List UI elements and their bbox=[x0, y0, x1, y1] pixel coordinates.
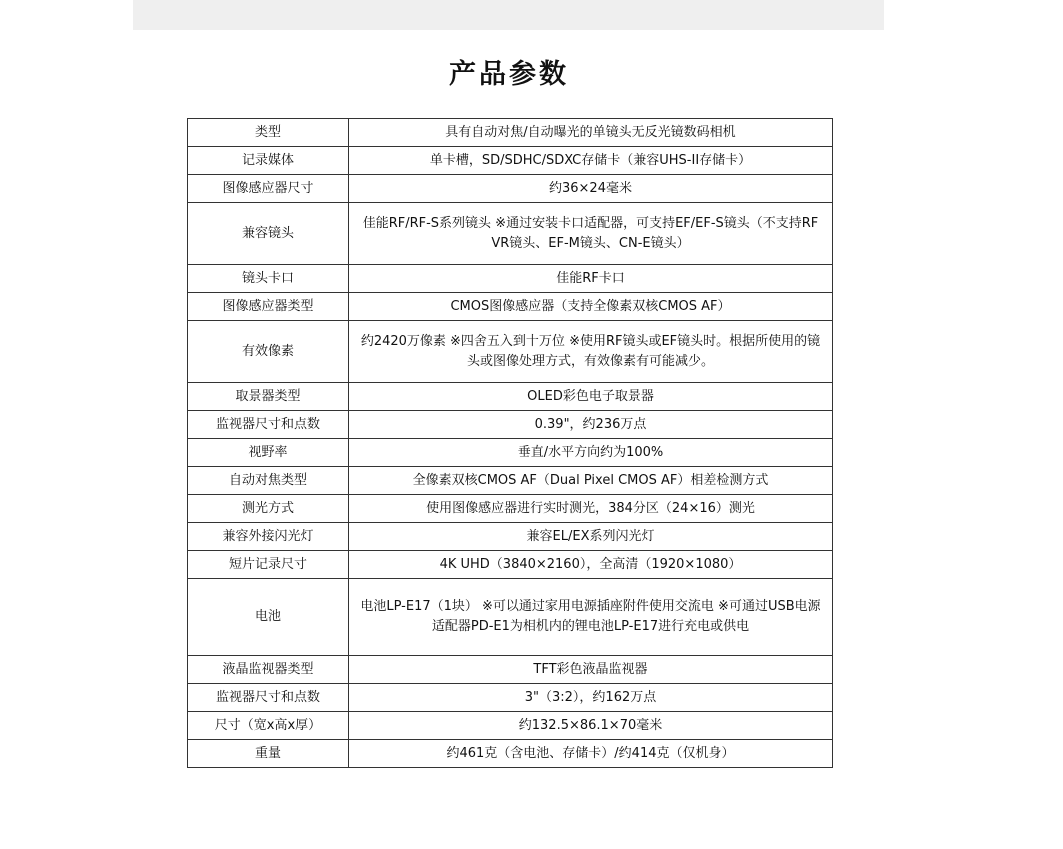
spec-label: 电池 bbox=[188, 579, 349, 656]
spec-value: OLED彩色电子取景器 bbox=[349, 383, 833, 411]
spec-label: 监视器尺寸和点数 bbox=[188, 411, 349, 439]
spec-label: 镜头卡口 bbox=[188, 265, 349, 293]
spec-value: 佳能RF卡口 bbox=[349, 265, 833, 293]
table-row bbox=[188, 147, 833, 175]
table-row bbox=[188, 293, 833, 321]
spec-value: 垂直/水平方向约为100% bbox=[349, 439, 833, 467]
table-row bbox=[188, 656, 833, 684]
spec-value: 使用图像感应器进行实时测光，384分区（24×16）测光 bbox=[349, 495, 833, 523]
spec-value: 约132.5×86.1×70毫米 bbox=[349, 712, 833, 740]
spec-label: 测光方式 bbox=[188, 495, 349, 523]
spec-label: 重量 bbox=[188, 740, 349, 768]
table-row bbox=[188, 203, 833, 265]
spec-value: 单卡槽，SD/SDHC/SDXC存储卡（兼容UHS-II存储卡） bbox=[349, 147, 833, 175]
table-row bbox=[188, 119, 833, 147]
table-row bbox=[188, 175, 833, 203]
spec-label: 记录媒体 bbox=[188, 147, 349, 175]
page-title: 产品参数 bbox=[449, 59, 569, 90]
spec-value: 4K UHD（3840×2160），全高清（1920×1080） bbox=[349, 551, 833, 579]
spec-label: 自动对焦类型 bbox=[188, 467, 349, 495]
spec-value: 具有自动对焦/自动曝光的单镜头无反光镜数码相机 bbox=[349, 119, 833, 147]
top-banner-strip bbox=[133, 0, 884, 30]
spec-label: 图像感应器尺寸 bbox=[188, 175, 349, 203]
spec-label: 取景器类型 bbox=[188, 383, 349, 411]
spec-label: 短片记录尺寸 bbox=[188, 551, 349, 579]
spec-label: 监视器尺寸和点数 bbox=[188, 684, 349, 712]
table-row bbox=[188, 495, 833, 523]
table-row bbox=[188, 684, 833, 712]
table-row bbox=[188, 740, 833, 768]
spec-label: 尺寸（宽x高x厚） bbox=[188, 712, 349, 740]
table-row bbox=[188, 321, 833, 383]
spec-value: 约36×24毫米 bbox=[349, 175, 833, 203]
spec-value: 兼容EL/EX系列闪光灯 bbox=[349, 523, 833, 551]
spec-value: 电池LP-E17（1块） ※可以通过家用电源插座附件使用交流电 ※可通过USB电源适配器PD-E1为相机内的锂电池LP-E17进行充电或供电 bbox=[349, 579, 833, 656]
spec-value: TFT彩色液晶监视器 bbox=[349, 656, 833, 684]
spec-value: 约461克（含电池、存储卡）/约414克（仅机身） bbox=[349, 740, 833, 768]
table-row bbox=[188, 411, 833, 439]
spec-value: CMOS图像感应器（支持全像素双核CMOS AF） bbox=[349, 293, 833, 321]
spec-value: 佳能RF/RF-S系列镜头 ※通过安装卡口适配器，可支持EF/EF-S镜头（不支持RF VR镜头、EF-M镜头、CN-E镜头） bbox=[349, 203, 833, 265]
spec-table bbox=[187, 118, 833, 768]
spec-label: 有效像素 bbox=[188, 321, 349, 383]
spec-label: 视野率 bbox=[188, 439, 349, 467]
spec-value: 0.39"，约236万点 bbox=[349, 411, 833, 439]
spec-value: 3"（3:2），约162万点 bbox=[349, 684, 833, 712]
table-row bbox=[188, 551, 833, 579]
table-row bbox=[188, 439, 833, 467]
spec-value: 约2420万像素 ※四舍五入到十万位 ※使用RF镜头或EF镜头时。根据所使用的镜头或图像处理方式，有效像素有可能减少。 bbox=[349, 321, 833, 383]
table-row bbox=[188, 467, 833, 495]
spec-value: 全像素双核CMOS AF（Dual Pixel CMOS AF）相差检测方式 bbox=[349, 467, 833, 495]
table-row bbox=[188, 383, 833, 411]
table-row bbox=[188, 523, 833, 551]
spec-label: 兼容镜头 bbox=[188, 203, 349, 265]
spec-label: 类型 bbox=[188, 119, 349, 147]
spec-label: 兼容外接闪光灯 bbox=[188, 523, 349, 551]
spec-label: 图像感应器类型 bbox=[188, 293, 349, 321]
table-row bbox=[188, 579, 833, 656]
table-row bbox=[188, 712, 833, 740]
table-row bbox=[188, 265, 833, 293]
spec-label: 液晶监视器类型 bbox=[188, 656, 349, 684]
